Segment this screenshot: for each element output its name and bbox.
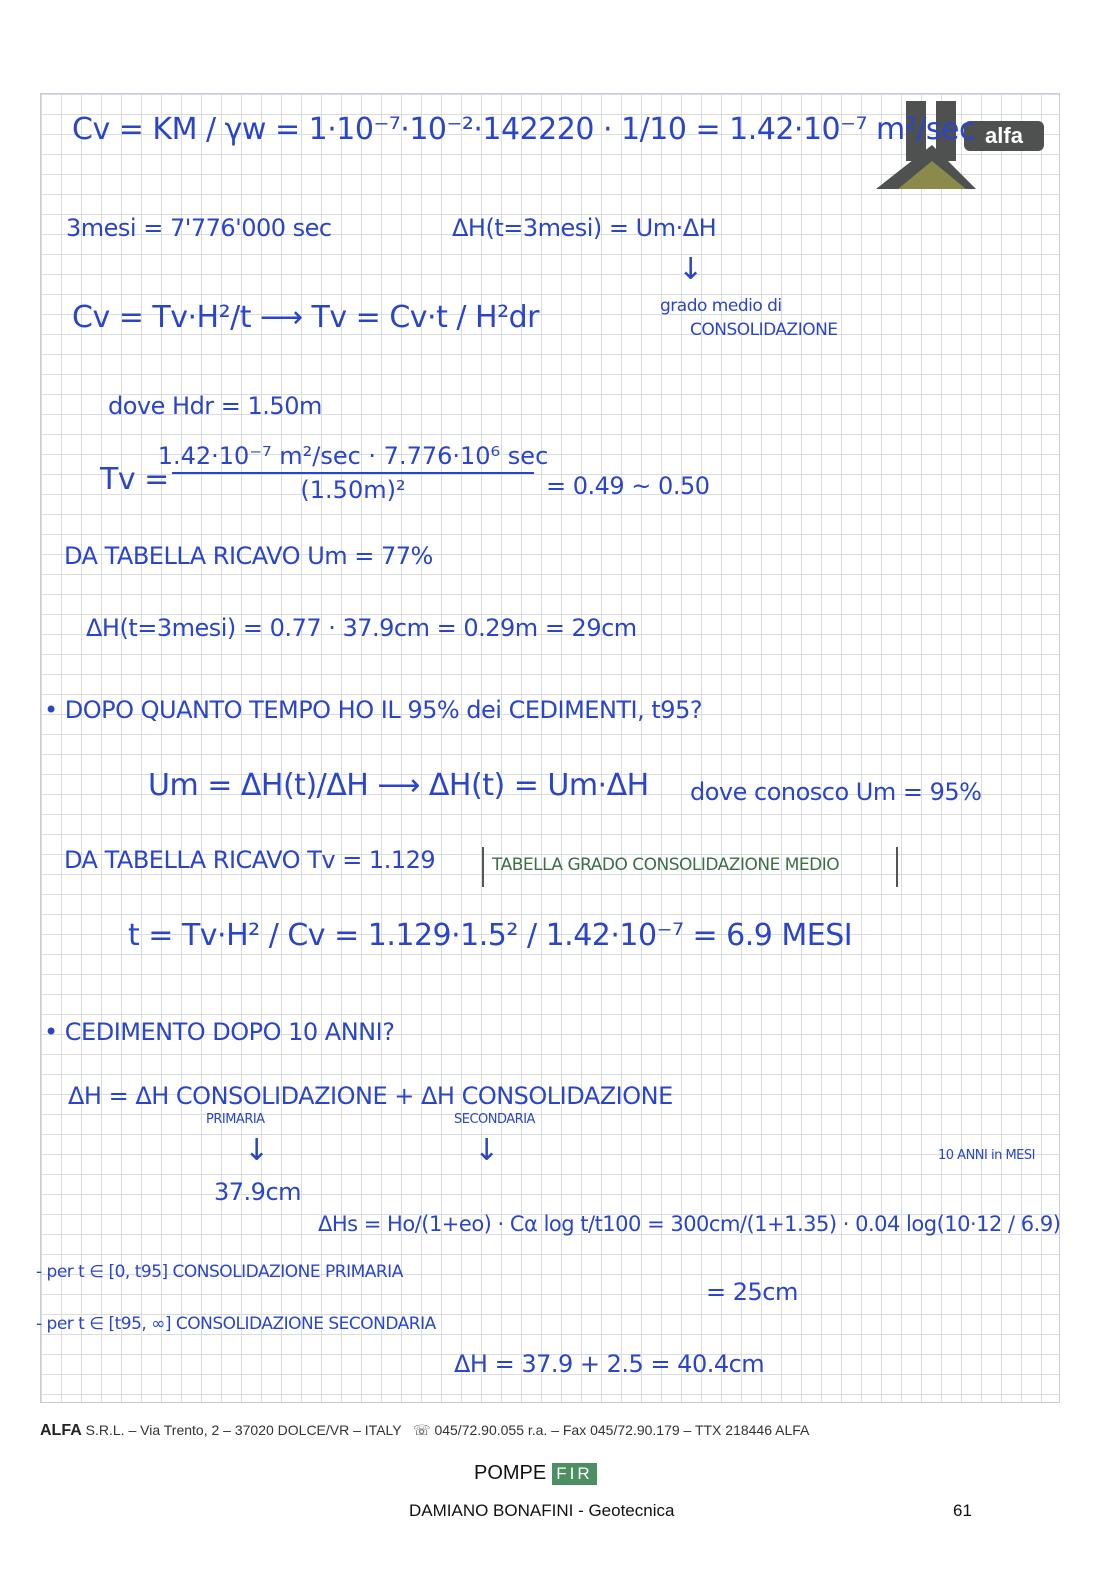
primary-range: - per t ∈ [0, t95] CONSOLIDAZIONE PRIMARIA bbox=[36, 1262, 403, 1282]
tv-label: Tv = bbox=[100, 462, 169, 497]
tv-fraction bbox=[157, 442, 549, 504]
company-address: – Via Trento, 2 – 37020 DOLCE/VR – ITALY bbox=[128, 1422, 402, 1438]
pompe-label: POMPE bbox=[474, 1462, 547, 1484]
down-arrow-icon: ↓ bbox=[244, 1133, 270, 1168]
tv-result: = 0.49 ~ 0.50 bbox=[546, 472, 710, 500]
consolidazione-label: CONSOLIDAZIONE bbox=[690, 320, 838, 340]
secondaria-label: SECONDARIA bbox=[454, 1112, 535, 1127]
um-known: dove conosco Um = 95% bbox=[690, 778, 982, 806]
three-months-seconds: 3mesi = 7'776'000 sec bbox=[66, 214, 332, 242]
total-settlement: ΔH = 37.9 + 2.5 = 40.4cm bbox=[454, 1350, 765, 1378]
page-number: 61 bbox=[953, 1501, 972, 1520]
grado-medio-label: grado medio di bbox=[660, 296, 782, 316]
um-from-table: DA TABELLA RICAVO Um = 77% bbox=[64, 542, 433, 570]
t95-formula: t = Tv·H² / Cv = 1.129·1.5² / 1.42·10⁻⁷ = 6.9 MESI bbox=[128, 918, 853, 953]
um-definition: Um = ΔH(t)/ΔH ⟶ ΔH(t) = Um·ΔH bbox=[148, 768, 649, 803]
primaria-label: PRIMARIA bbox=[206, 1112, 265, 1127]
tv-denominator: (1.50m)² bbox=[300, 476, 406, 504]
secondary-range: - per t ∈ [t95, ∞] CONSOLIDAZIONE SECONDARIA bbox=[36, 1314, 436, 1334]
svg-text:alfa: alfa bbox=[985, 123, 1023, 148]
deltaH-result: ΔH(t=3mesi) = 0.77 · 37.9cm = 0.29m = 29cm bbox=[86, 614, 637, 642]
primary-value: 37.9cm bbox=[214, 1178, 302, 1206]
table-reference: TABELLA GRADO CONSOLIDAZIONE MEDIO bbox=[492, 855, 840, 875]
company-footer bbox=[40, 1422, 1070, 1440]
secondary-result: = 25cm bbox=[706, 1278, 798, 1306]
fir-logo: FIR bbox=[552, 1463, 596, 1485]
company-name: ALFA bbox=[40, 1422, 82, 1439]
down-arrow-icon: ↓ bbox=[474, 1133, 500, 1168]
company-suffix: S.R.L. bbox=[85, 1422, 125, 1438]
ten-years-in-months: 10 ANNI in MESI bbox=[938, 1148, 1035, 1163]
grid-paper bbox=[40, 93, 1060, 1403]
tv-from-table: DA TABELLA RICAVO Tv = 1.129 bbox=[64, 846, 436, 874]
cv-definition: Cv = KM / γw = 1·10⁻⁷·10⁻²·142220 · 1/10 = 1.42·10⁻⁷ m²/sec bbox=[72, 112, 975, 147]
fraction-bar bbox=[172, 472, 534, 474]
secondary-settlement-formula: ΔHs = Ho/(1+eo) · Cα log t/t100 = 300cm/(1+1.35) · 0.04 log(10·12 / 6.9) bbox=[318, 1212, 1061, 1236]
author-credit: DAMIANO BONAFINI - Geotecnica bbox=[409, 1501, 675, 1520]
hdr-definition: dove Hdr = 1.50m bbox=[108, 392, 322, 420]
tv-numerator: 1.42·10⁻⁷ m²/sec · 7.776·10⁶ sec bbox=[157, 442, 549, 470]
deltaH-three-months: ΔH(t=3mesi) = Um·ΔH bbox=[452, 214, 717, 242]
question-10-years: • CEDIMENTO DOPO 10 ANNI? bbox=[44, 1018, 395, 1046]
company-contacts: ☏ 045/72.90.055 r.a. – Fax 045/72.90.179 – TTX 218446 ALFA bbox=[413, 1422, 810, 1438]
pompe-fir-brand bbox=[474, 1462, 597, 1485]
deltaH-sum: ΔH = ΔH CONSOLIDAZIONE + ΔH CONSOLIDAZIONE bbox=[68, 1082, 673, 1110]
down-arrow-icon: ↓ bbox=[678, 252, 704, 287]
question-t95: • DOPO QUANTO TEMPO HO IL 95% dei CEDIMENTI, t95? bbox=[44, 696, 703, 724]
cv-tv-relation: Cv = Tv·H²/t ⟶ Tv = Cv·t / H²dr bbox=[72, 300, 539, 335]
